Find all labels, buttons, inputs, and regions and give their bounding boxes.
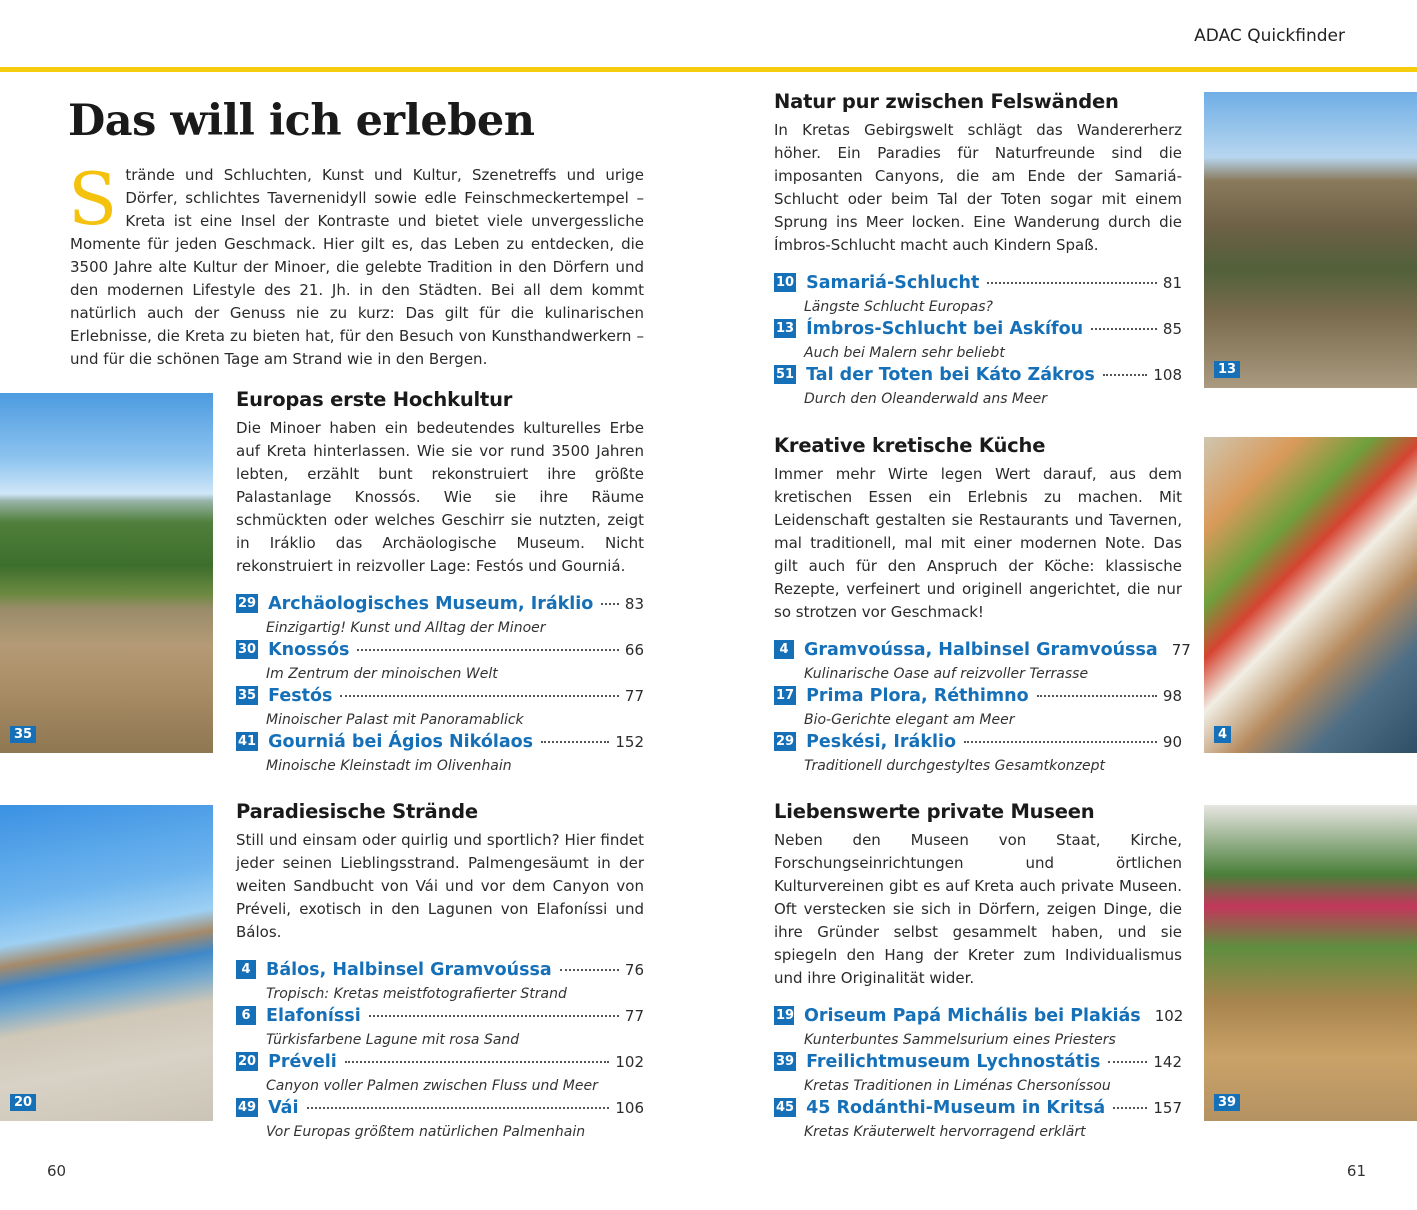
entry-name: Tal der Toten bei Káto Zákros	[806, 365, 1095, 385]
entry-description: Kretas Traditionen in Liménas Chersoníssou	[804, 1078, 1111, 1094]
entry-description: Kulinarische Oase auf reizvoller Terrasse	[804, 666, 1089, 682]
entry-number-badge: 19	[776, 1008, 795, 1023]
entry-number-badge: 13	[776, 321, 795, 336]
leader-dots	[1037, 695, 1157, 697]
page-title: Das will ich erleben	[68, 96, 535, 146]
entry-page: 157	[1153, 1099, 1182, 1117]
entry-row[interactable]	[774, 1098, 1182, 1122]
entry-list	[236, 960, 644, 1144]
entry-number-badge: 30	[238, 642, 257, 657]
entry-name: Festós	[268, 686, 333, 706]
entry-list	[774, 273, 1182, 411]
entry-row[interactable]	[774, 1006, 1182, 1030]
entry-name: Freilichtmuseum Lychnostátis	[806, 1052, 1101, 1072]
running-header: ADAC Quickfinder	[1194, 26, 1345, 46]
entry-name: Knossós	[268, 640, 350, 660]
entry-row[interactable]	[236, 594, 644, 618]
leader-dots	[345, 1061, 610, 1063]
entry-page: 90	[1162, 733, 1182, 751]
section-hochkultur	[236, 388, 644, 778]
leader-dots	[340, 695, 618, 697]
entry-name: Prima Plora, Réthimno	[806, 686, 1029, 706]
entry-row[interactable]	[774, 1052, 1182, 1076]
entry-list	[236, 594, 644, 778]
entry-description: Türkisfarbene Lagune mit rosa Sand	[266, 1032, 520, 1048]
entry-row[interactable]	[236, 960, 644, 984]
entry-description: Traditionell durchgestyltes Gesamtkonzept	[804, 758, 1105, 774]
entry-row[interactable]	[774, 273, 1182, 297]
leader-dots	[357, 649, 618, 651]
photo-number-badge: 13	[1214, 361, 1240, 378]
entry-row[interactable]	[236, 1006, 644, 1030]
entry-name: Ímbros-Schlucht bei Askífou	[806, 319, 1084, 339]
entry-row[interactable]	[236, 686, 644, 710]
entry-number-badge: 29	[776, 734, 795, 749]
leader-dots	[601, 603, 619, 605]
section-body: Still und einsam oder quirlig und sportlich? Hier findet jeder seinen Lieblingsstrand. Palmengesäumt in der weiten Sandbucht von Vái und vor dem Canyon von Préveli, exotisch in den Lagunen von Elafoníssi und Bálos.	[236, 831, 644, 941]
intro-text: trände und Schluchten, Kunst und Kultur, Szenetreffs und urige Dörfer, schlichtes Tavernenidyll sowie edle Feinschmeckertempel – Kreta ist eine Insel der Kontraste und bietet viele unvergessliche Momente für jeden Geschmack. Hier gilt es, das Leben zu entdecken, die 3500 Jahre alte Kultur der Minoer, die gelebte Tradition in den Dörfern und den modernen Lifestyle des 21. Jh. in den Städten. Bei all dem kommt natürlich auch der Genuss nie zu kurz: Das gilt für die kulinarischen Erlebnisse, die Kreta zu bieten hat, für den Besuch von Kunsthandwerkern – und für die schönen Tage am Strand wie in den Bergen.	[70, 166, 644, 368]
entry-page: 108	[1153, 366, 1182, 384]
entry-number-badge: 17	[776, 688, 795, 703]
entry-name: Peskési, Iráklio	[806, 732, 957, 752]
entry-page: 102	[615, 1053, 644, 1071]
section-heading: Natur pur zwischen Felswänden	[774, 90, 1119, 113]
entry-page: 98	[1162, 687, 1182, 705]
entry-name: Préveli	[268, 1052, 337, 1072]
entry-number-badge: 4	[236, 960, 256, 979]
photo-gorge	[1204, 92, 1417, 388]
entry-row[interactable]	[774, 365, 1182, 389]
entry-name: Oriseum Papá Michális bei Plakiás	[804, 1006, 1141, 1026]
entry-description: Einzigartig! Kunst und Alltag der Minoer	[266, 620, 546, 636]
entry-description: Minoischer Palast mit Panoramablick	[266, 712, 524, 728]
drop-cap: S	[68, 157, 118, 241]
entry-page: 142	[1153, 1053, 1182, 1071]
entry-name: Samariá-Schlucht	[806, 273, 980, 293]
entry-name: Archäologisches Museum, Iráklio	[268, 594, 594, 614]
entry-name: Gourniá bei Ágios Nikólaos	[268, 732, 534, 752]
entry-page: 83	[624, 595, 644, 613]
entry-description: Im Zentrum der minoischen Welt	[266, 666, 498, 682]
section-body: In Kretas Gebirgswelt schlägt das Wandererherz höher. Ein Paradies für Naturfreunde sind die imposanten Canyons, die am Ende der Samariá-Schlucht oder beim Tal der Toten sogar mit einem Sprung ins Meer locken. Eine Wanderung durch die Ímbros-Schlucht macht auch Kindern Spaß.	[774, 121, 1182, 254]
leader-dots	[560, 969, 619, 971]
entry-name: 45 Rodánthi-Museum in Kritsá	[806, 1098, 1106, 1118]
leader-dots	[307, 1107, 610, 1109]
entry-name: Bálos, Halbinsel Gramvoússa	[266, 960, 552, 980]
entry-page: 66	[624, 641, 644, 659]
section-heading: Kreative kretische Küche	[774, 434, 1046, 457]
section-body: Neben den Museen von Staat, Kirche, Forschungseinrichtungen und örtlichen Kulturvereinen gibt es auf Kreta auch private Museen. Oft verstecken sie sich in Dörfern, zeigen Dinge, die ihre Gründer selbst gesammelt haben, und sie spiegeln den Hang der Kreter zum Individualismus und ihre Originalität wider.	[774, 831, 1182, 987]
photo-number-badge: 4	[1214, 726, 1231, 743]
leader-dots	[1103, 374, 1148, 376]
entry-row[interactable]	[774, 319, 1182, 343]
entry-number-badge: 10	[776, 275, 795, 290]
entry-description: Durch den Oleanderwald ans Meer	[804, 391, 1047, 407]
photo-number-badge: 35	[10, 726, 36, 743]
entry-number-badge: 20	[238, 1054, 257, 1069]
entry-description: Längste Schlucht Europas?	[804, 299, 993, 315]
leader-dots	[541, 741, 609, 743]
entry-row[interactable]	[236, 732, 644, 756]
entry-description: Kretas Kräuterwelt hervorragend erklärt	[804, 1124, 1086, 1140]
entry-number-badge: 4	[774, 640, 794, 659]
section-body: Die Minoer haben ein bedeutendes kulturelles Erbe auf Kreta hinterlassen. Wie sie vor rund 3500 Jahren lebten, erzählt bunt rekonstruiert ihre größte Palastanlage Knossós. Wie sie ihre Räume schmückten oder welches Geschirr sie nutzten, zeigt in Iráklio das Archäologische Museum. Nicht rekonstruiert in reizvoller Lage: Festós und Gourniá.	[236, 419, 644, 575]
intro-paragraph	[68, 157, 644, 371]
entry-page: 77	[624, 687, 644, 705]
entry-number-badge: 35	[238, 688, 257, 703]
entry-list	[774, 1006, 1182, 1144]
entry-number-badge: 41	[238, 734, 257, 749]
entry-list	[774, 640, 1191, 778]
section-heading: Europas erste Hochkultur	[236, 388, 513, 411]
entry-description: Minoische Kleinstadt im Olivenhain	[266, 758, 512, 774]
page-number-left: 60	[47, 1162, 67, 1180]
entry-description: Auch bei Malern sehr beliebt	[804, 345, 1005, 361]
entry-number-badge: 45	[776, 1100, 795, 1115]
leader-dots	[1091, 328, 1157, 330]
header-rule	[0, 67, 1417, 72]
entry-description: Vor Europas größtem natürlichen Palmenhain	[266, 1124, 586, 1140]
entry-page: 152	[615, 733, 644, 751]
entry-row[interactable]	[774, 640, 1191, 664]
photo-number-badge: 20	[10, 1094, 36, 1111]
entry-description: Canyon voller Palmen zwischen Fluss und Meer	[266, 1078, 598, 1094]
photo-number-badge: 39	[1214, 1094, 1240, 1111]
leader-dots	[964, 741, 1157, 743]
entry-row[interactable]	[236, 1052, 644, 1076]
entry-page: 77	[624, 1007, 644, 1025]
entry-number-badge: 51	[776, 367, 795, 382]
section-kueche	[774, 434, 1191, 778]
entry-name: Vái	[268, 1098, 299, 1118]
section-heading: Paradiesische Strände	[236, 800, 478, 823]
entry-row[interactable]	[236, 1098, 644, 1122]
leader-dots	[987, 282, 1157, 284]
entry-number-badge: 6	[236, 1006, 256, 1025]
entry-page: 85	[1162, 320, 1182, 338]
photo-museum	[1204, 805, 1417, 1121]
section-museen	[774, 800, 1182, 1144]
photo-minoan-ruins	[0, 393, 213, 753]
leader-dots	[369, 1015, 619, 1017]
entry-page: 102	[1154, 1007, 1184, 1025]
section-body: Immer mehr Wirte legen Wert darauf, aus dem kretischen Essen ein Erlebnis zu machen. Mit Leidenschaft gestalten sie Restaurants und Tavernen, mal traditionell, mal mit einer modernen Note. Das gilt auch für den Anspruch der Köche: klassische Rezepte, verfeinert und originell angerichtet, die nur so strotzen vor Geschmack!	[774, 465, 1182, 621]
entry-name: Elafoníssi	[266, 1006, 361, 1026]
section-straende	[236, 800, 644, 1144]
section-heading: Liebenswerte private Museen	[774, 800, 1095, 823]
section-natur	[774, 90, 1182, 411]
entry-row[interactable]	[774, 732, 1182, 756]
leader-dots	[1108, 1061, 1147, 1063]
entry-page: 76	[624, 961, 644, 979]
entry-description: Bio-Gerichte elegant am Meer	[804, 712, 1015, 728]
page-number-right: 61	[1346, 1162, 1366, 1180]
entry-row[interactable]	[236, 640, 644, 664]
entry-row[interactable]	[774, 686, 1182, 710]
photo-beach	[0, 805, 213, 1121]
entry-page: 106	[615, 1099, 644, 1117]
entry-number-badge: 39	[776, 1054, 795, 1069]
entry-number-badge: 49	[238, 1100, 257, 1115]
entry-description: Tropisch: Kretas meistfotografierter Strand	[266, 986, 567, 1002]
leader-dots	[1113, 1107, 1147, 1109]
entry-page: 77	[1171, 641, 1191, 659]
photo-food	[1204, 437, 1417, 753]
entry-name: Gramvoússa, Halbinsel Gramvoússa	[804, 640, 1158, 660]
entry-number-badge: 29	[238, 596, 257, 611]
entry-page: 81	[1162, 274, 1182, 292]
entry-description: Kunterbuntes Sammelsurium eines Priesters	[804, 1032, 1116, 1048]
